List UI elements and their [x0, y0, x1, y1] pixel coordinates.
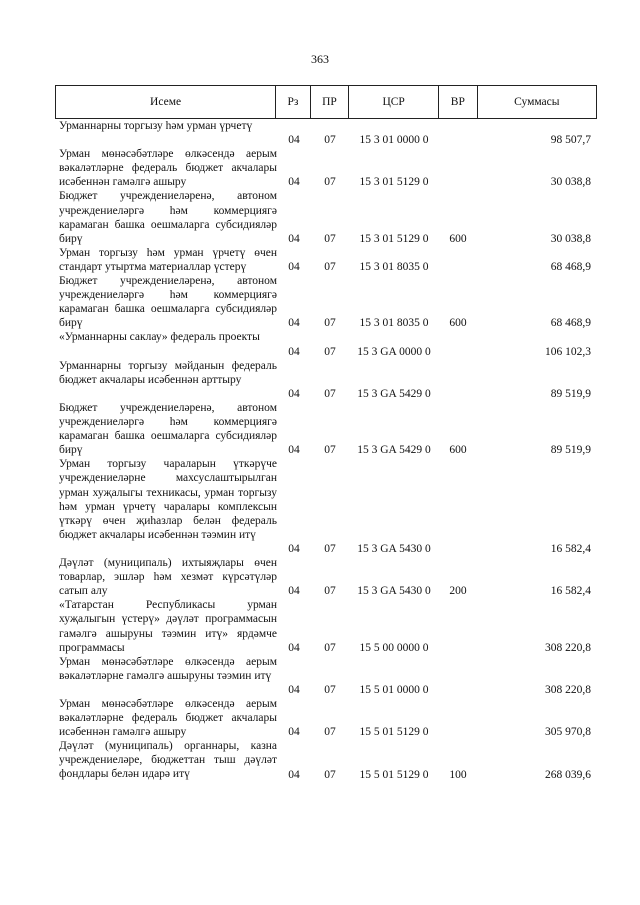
row-csr: 15 3 GA 5430 0	[357, 585, 431, 598]
row-rz: 04	[288, 585, 300, 598]
row-vr: 600	[449, 232, 467, 245]
row-sum: 68 468,9	[550, 317, 591, 330]
row-csr: 15 3 GA 5430 0	[357, 542, 431, 555]
header-rz: Рз	[276, 86, 311, 118]
row-sum: 89 519,9	[550, 387, 591, 400]
row-sum: 30 038,8	[550, 232, 591, 245]
table-row	[55, 189, 597, 245]
row-csr: 15 3 01 5129 0	[359, 232, 429, 245]
header-pr: ПР	[311, 86, 350, 118]
table-body	[55, 119, 597, 782]
row-sum: 16 582,4	[550, 542, 591, 555]
row-csr: 15 5 01 0000 0	[359, 683, 429, 696]
row-name: «Татарстан Республикасы урман хуҗалыгын үстерү» дәүләт программасын гамәлгә ашыруны тәэмин итү» ярдәмче программасы	[59, 599, 277, 654]
budget-table	[55, 85, 597, 782]
table-row	[55, 556, 597, 598]
row-sum: 308 220,8	[545, 683, 591, 696]
row-name: Бюджет учреждениеләренә, автоном учреждениеләргә һәм коммерциягә карамаган башка оешмаларга субсидияләр бирү	[59, 190, 277, 245]
row-sum: 268 039,6	[545, 768, 591, 781]
table-row	[55, 457, 597, 556]
row-csr: 15 3 01 5129 0	[359, 176, 429, 189]
header-sum: Суммасы	[514, 96, 560, 108]
row-name: Урман мөнәсәбәтләре өлкәсендә аерым вәкаләтләрне федераль бюджет акчалары исәбеннән гамәлгә ашыру	[59, 148, 277, 189]
table-row	[55, 359, 597, 401]
row-pr: 07	[324, 768, 336, 781]
table-row	[55, 246, 597, 274]
row-name: Урман торгызу һәм урман үрчетү өчен стандарт утыртма материаллар үстерү	[59, 246, 277, 273]
row-rz: 04	[288, 260, 300, 273]
row-name: Урманнарны торгызу мәйданын федераль бюджет акчалары исәбеннән арттыру	[59, 359, 277, 386]
row-name: Урман мөнәсәбәтләре өлкәсендә аерым вәкаләтләрне федераль бюджет акчалары исәбеннән гамәлгә ашыру	[59, 698, 277, 739]
header-name: Исеме	[56, 86, 276, 118]
row-sum: 308 220,8	[545, 641, 591, 654]
row-sum: 89 519,9	[550, 444, 591, 457]
row-rz: 04	[288, 726, 300, 739]
row-pr: 07	[324, 444, 336, 457]
table-row	[55, 401, 597, 457]
table-row	[55, 697, 597, 739]
row-name: Урман торгызу чараларын үткәрүче учреждениеләрне махсуслаштырылган урман хуҗалыгы техникасы, урман торгызу һәм урман үрчетү чаралары комплексын үткәрү өчен җиһазлар белән федераль бюджет акчалары исәбеннән тәэмин итү	[59, 458, 277, 541]
row-vr: 600	[449, 444, 467, 457]
row-rz: 04	[288, 542, 300, 555]
table-row	[55, 598, 597, 654]
row-name: Урман мөнәсәбәтләре өлкәсендә аерым вәкаләтләрне гамәлгә ашыруны тәэмин итү	[59, 655, 277, 682]
row-rz: 04	[288, 768, 300, 781]
row-csr: 15 5 00 0000 0	[359, 641, 429, 654]
page-number: 363	[311, 52, 329, 66]
row-rz: 04	[288, 387, 300, 400]
row-csr: 15 3 01 8035 0	[359, 260, 429, 273]
row-pr: 07	[324, 134, 336, 147]
row-vr: 100	[449, 768, 467, 781]
row-csr: 15 5 01 5129 0	[359, 726, 429, 739]
table-row	[55, 274, 597, 330]
row-sum: 98 507,7	[550, 134, 591, 147]
row-name: Дәүләт (муниципаль) органнары, казна учреждениеләре, бюджеттан тыш дәүләт фондлары белән идарә итү	[59, 740, 277, 781]
row-pr: 07	[324, 726, 336, 739]
row-rz: 04	[288, 444, 300, 457]
table-row	[55, 119, 597, 147]
row-pr: 07	[324, 232, 336, 245]
row-pr: 07	[324, 641, 336, 654]
row-csr: 15 5 01 5129 0	[359, 768, 429, 781]
row-csr: 15 3 01 0000 0	[359, 134, 429, 147]
row-pr: 07	[324, 542, 336, 555]
row-vr: 600	[449, 317, 467, 330]
row-csr: 15 3 GA 5429 0	[357, 444, 431, 457]
table-row	[55, 147, 597, 189]
row-pr: 07	[324, 317, 336, 330]
row-csr: 15 3 GA 0000 0	[357, 345, 431, 358]
row-name: «Урманнарны саклау» федераль проекты	[59, 331, 260, 344]
row-name: Бюджет учреждениеләренә, автоном учреждениеләргә һәм коммерциягә карамаган башка оешмаларга субсидияләр бирү	[59, 275, 277, 330]
row-sum: 16 582,4	[550, 585, 591, 598]
row-name: Урманнарны торгызу һәм урман үрчетү	[59, 120, 253, 132]
row-name: Бюджет учреждениеләренә, автоном учреждениеләргә һәм коммерциягә карамаган башка оешмаларга субсидияләр бирү	[59, 401, 277, 457]
row-rz: 04	[288, 232, 300, 245]
row-pr: 07	[324, 683, 336, 696]
row-sum: 30 038,8	[550, 176, 591, 189]
row-pr: 07	[324, 260, 336, 273]
row-rz: 04	[288, 641, 300, 654]
row-pr: 07	[324, 176, 336, 189]
row-rz: 04	[288, 134, 300, 147]
table-row	[55, 739, 597, 781]
row-csr: 15 3 GA 5429 0	[357, 387, 431, 400]
row-rz: 04	[288, 683, 300, 696]
row-rz: 04	[288, 317, 300, 330]
table-row	[55, 655, 597, 697]
header-csr: ЦСР	[349, 86, 439, 118]
table-row	[55, 330, 597, 358]
row-vr: 200	[449, 585, 467, 598]
row-sum: 68 468,9	[550, 260, 591, 273]
header-vr: ВР	[439, 86, 478, 118]
row-sum: 305 970,8	[545, 726, 591, 739]
row-sum: 106 102,3	[545, 345, 591, 358]
row-rz: 04	[288, 345, 300, 358]
table-header	[55, 85, 597, 119]
row-pr: 07	[324, 345, 336, 358]
row-pr: 07	[324, 387, 336, 400]
row-csr: 15 3 01 8035 0	[359, 317, 429, 330]
row-name: Дәүләт (муниципаль) ихтыяҗлары өчен товарлар, эшләр һәм хезмәт күрсәтүләр сатып алу	[59, 557, 277, 598]
row-rz: 04	[288, 176, 300, 189]
row-pr: 07	[324, 585, 336, 598]
